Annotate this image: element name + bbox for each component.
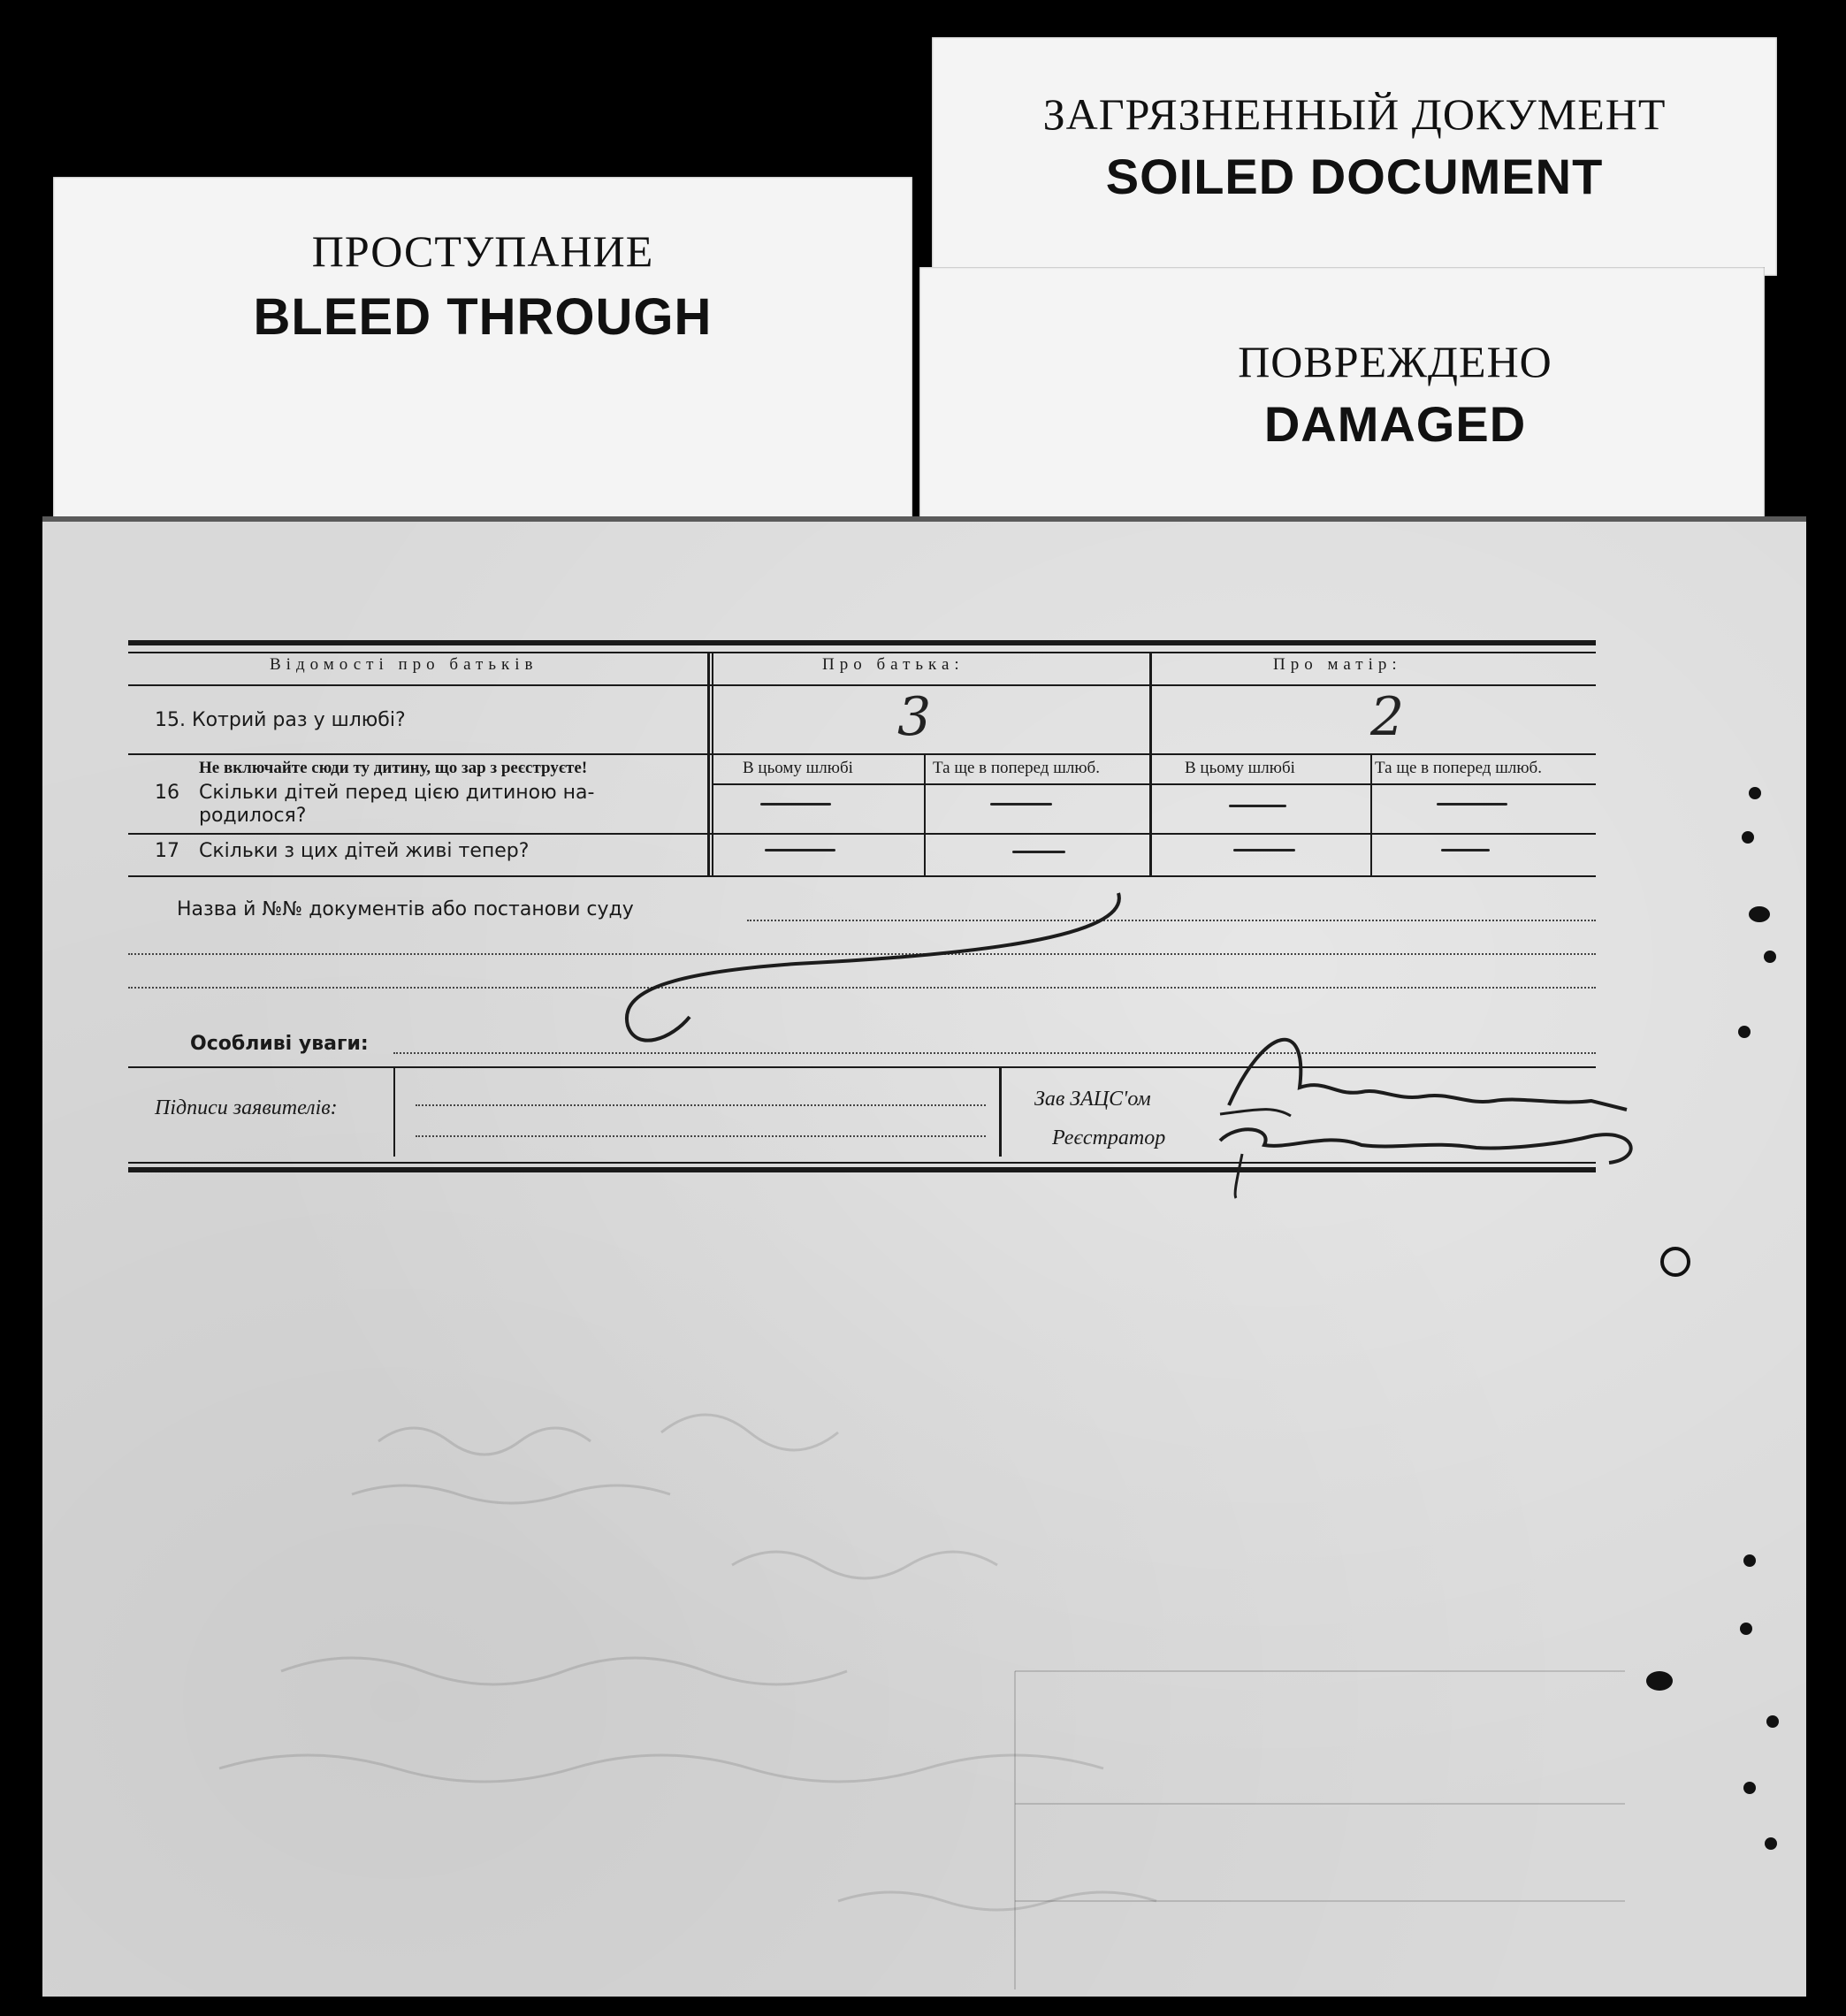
row16-father-previous-marriage: Та ще в попеpед шлюб. [933,759,1100,777]
row16-note: Не включайте сюди ту дитину, що зар з реєструєте! [199,759,588,777]
row15-father-value: 3 [897,686,932,748]
header-father: Про батька: [822,655,965,674]
damaged-en: DAMAGED [1263,396,1527,452]
applicants-signatures-label: Підписи заявителів: [155,1096,338,1119]
row16-mother-this-marriage: В цьому шлюбі [1185,759,1295,777]
row16-label-line2: родилося? [199,805,307,827]
row16-label-line1: Скільки дітей перед цією дитиною на- [199,782,595,804]
remarks-label: Особливі уваги: [190,1033,369,1055]
row17-number: 17 [155,840,179,862]
head-signature [1229,1040,1627,1110]
bleed-through-en: BLEED THROUGH [253,288,713,346]
cancel-stroke [627,893,1119,1041]
soiled-document-en: SOILED DOCUMENT [1105,149,1604,204]
soiled-document-ru: ЗАГРЯЗНЕННЫЙ ДОКУМЕНТ [1042,89,1667,139]
row16-mother-previous-marriage: Та ще в попеpед шлюб. [1375,759,1542,777]
header-mother: Про матір: [1273,655,1402,674]
bleed-through-ru: ПРОСТУПАНИЕ [311,226,654,276]
header-parents-info: Відомості про батьків [270,655,538,674]
row15-label: 15. Котрий раз у шлюбі? [155,709,406,731]
row17-label: Скільки з цих дітей живі тепер? [199,840,530,862]
zags-head-label: Зав ЗАЦС'ом [1034,1088,1151,1111]
row16-number: 16 [155,782,179,804]
registrar-signature [1220,1129,1631,1163]
documents-label: Назва й №№ документів або постанови суду [177,898,634,920]
row16-father-this-marriage: В цьому шлюбі [743,759,853,777]
registrar-label: Реєстратор [1052,1126,1166,1149]
damaged-ru: ПОВРЕЖДЕНО [1238,337,1552,386]
row15-mother-value: 2 [1370,686,1405,748]
